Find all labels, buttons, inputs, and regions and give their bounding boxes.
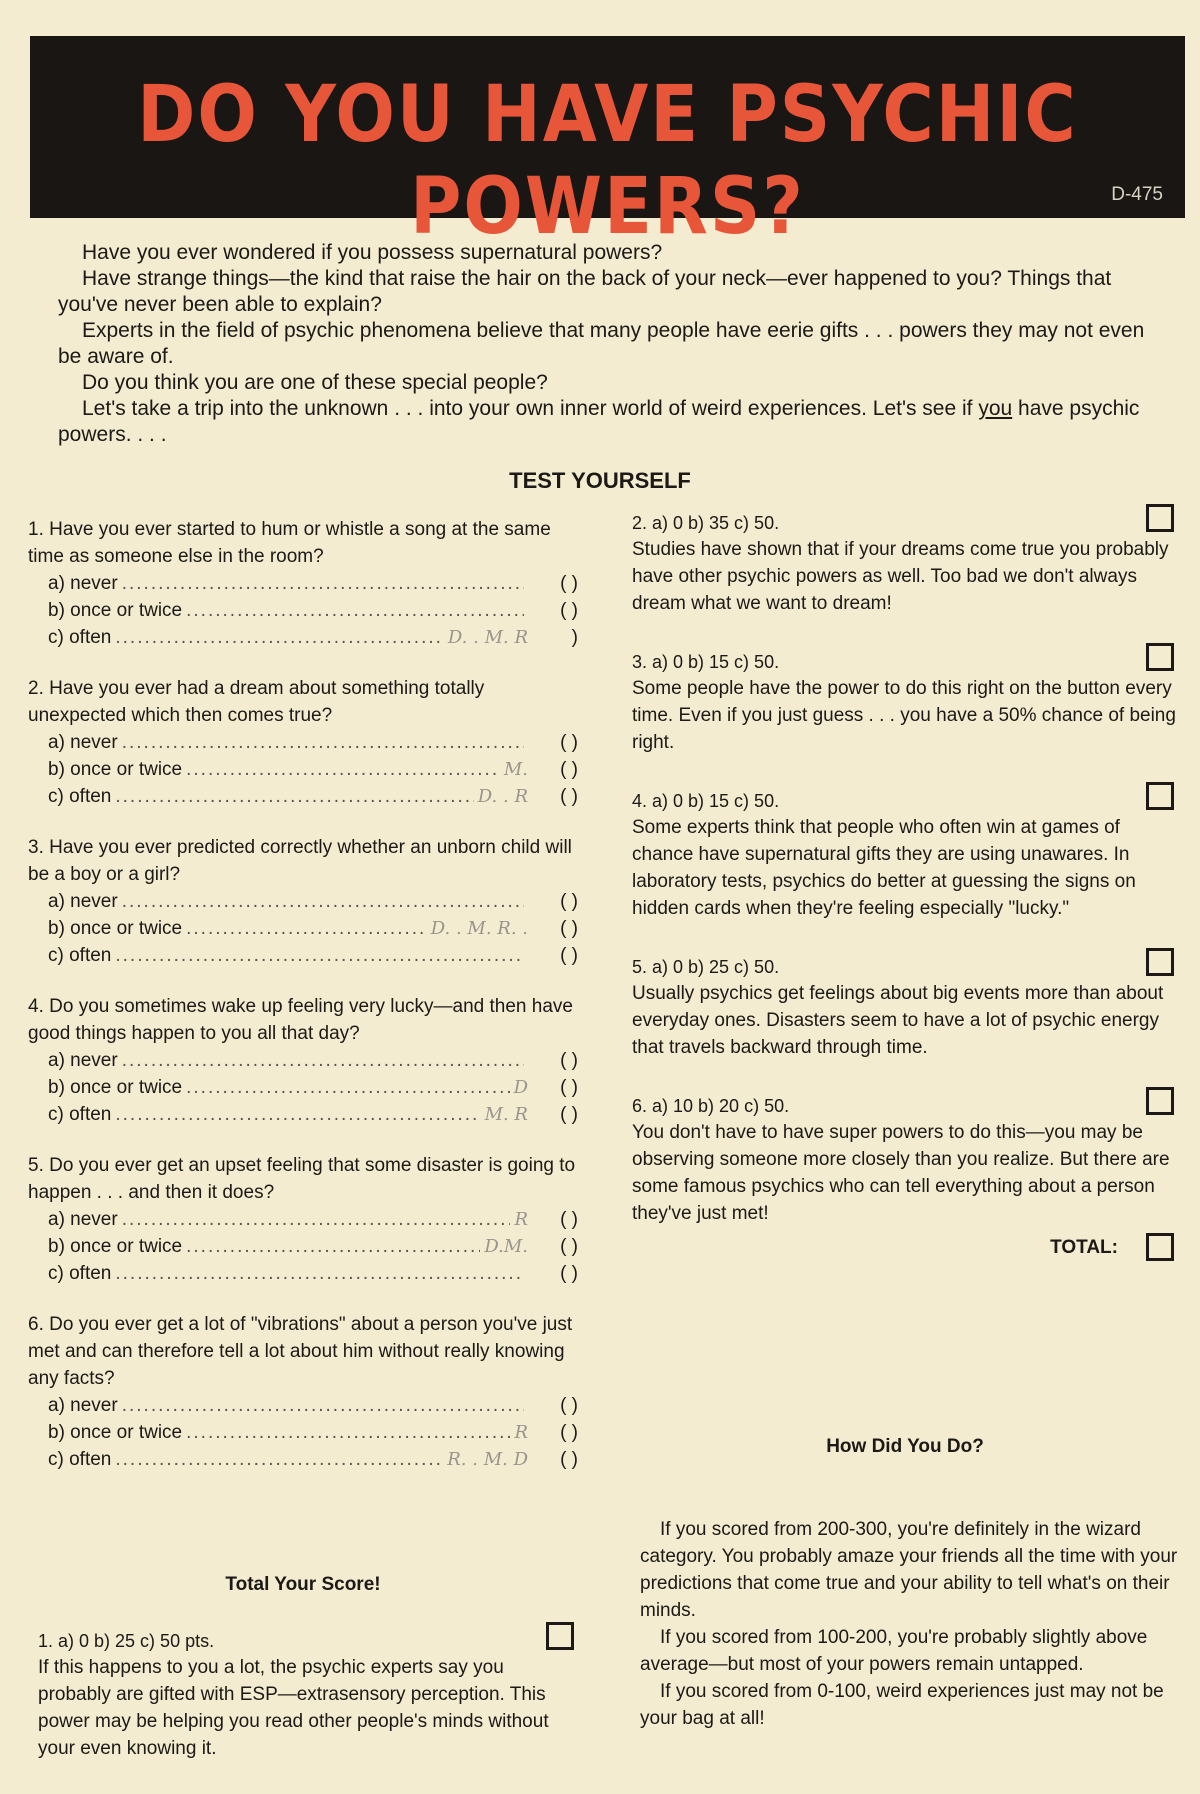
question — [28, 675, 578, 810]
score-checkbox[interactable] — [546, 1622, 574, 1650]
question-text: 5. Do you ever get an upset feeling that some disaster is going to happen . . . and then it does? — [28, 1155, 576, 1203]
answer-option[interactable] — [28, 597, 578, 624]
score-values: 6. a) 10 b) 20 c) 50. — [632, 1096, 790, 1116]
page-code: D-475 — [1111, 184, 1163, 205]
answer-option[interactable] — [28, 888, 578, 915]
leader-dots — [122, 729, 524, 756]
answer-paren[interactable]: ) — [571, 627, 578, 648]
option-label: c) often — [48, 1449, 112, 1470]
question-text: 1. Have you ever started to hum or whistle a song at the same time as someone else in the room? — [28, 519, 551, 567]
answer-option[interactable] — [28, 1446, 578, 1473]
answer-paren[interactable]: ( ) — [560, 1449, 578, 1470]
intro-paragraph: Have you ever wondered if you possess supernatural powers? — [82, 241, 663, 264]
leader-dots — [186, 1233, 480, 1260]
answer-option[interactable] — [28, 1047, 578, 1074]
score-item — [38, 1628, 578, 1794]
score-block — [632, 510, 1178, 617]
option-label: c) often — [48, 1104, 112, 1125]
answer-option[interactable] — [28, 1392, 578, 1419]
score-explanation: You don't have to have super powers to do this—you may be observing someone more closely than you realize. But there are some famous psychics who can tell everything about a person they've just met! — [632, 1122, 1170, 1224]
answer-option[interactable] — [28, 1419, 578, 1446]
score-explanation: Some experts think that people who often win at games of chance have supernatural gifts they are using unawares. In laboratory tests, psychics do better at guessing the signs on hidden cards when they're feeling especially "lucky." — [632, 817, 1136, 919]
answer-option[interactable] — [28, 783, 578, 810]
option-label: c) often — [48, 945, 112, 966]
score-values: 5. a) 0 b) 25 c) 50. — [632, 957, 780, 977]
answer-option[interactable] — [28, 624, 578, 651]
handwritten-mark: M. — [503, 759, 528, 780]
question-text: 6. Do you ever get a lot of "vibrations" about a person you've just met and can therefore tell a lot about him without really knowing any facts? — [28, 1314, 573, 1389]
option-label: b) once or twice — [48, 759, 183, 780]
leader-dots — [115, 1101, 480, 1128]
option-label: a) never — [48, 1395, 118, 1416]
total-checkbox[interactable] — [1146, 1233, 1174, 1261]
leader-dots — [122, 570, 524, 597]
leader-dots — [186, 1419, 510, 1446]
leader-dots — [122, 1392, 524, 1419]
handwritten-mark: R — [514, 1209, 528, 1230]
leader-dots — [115, 624, 444, 651]
handwritten-mark: M. R — [484, 1104, 528, 1125]
answer-paren[interactable]: ( ) — [560, 945, 578, 966]
option-label: b) once or twice — [48, 1077, 183, 1098]
question — [28, 1152, 578, 1287]
result-paragraph: If you scored from 0-100, weird experiences just may not be your bag at all! — [640, 1681, 1164, 1729]
score-block — [632, 954, 1178, 1061]
total-label: TOTAL: — [1050, 1237, 1118, 1258]
score-checkbox[interactable] — [1146, 643, 1174, 671]
answer-option[interactable] — [28, 942, 578, 969]
handwritten-mark: R — [514, 1422, 528, 1443]
page-title: DO YOU HAVE PSYCHIC POWERS? — [137, 68, 1078, 252]
question — [28, 993, 578, 1128]
score-explanation: Usually psychics get feelings about big events more than about everyday ones. Disasters seem to have a lot of psychic energy that travels backward through time. — [632, 983, 1164, 1058]
how-did-you-do-heading: How Did You Do? — [826, 1436, 984, 1457]
intro-paragraph: Do you think you are one of these special people? — [82, 371, 548, 394]
question — [28, 516, 578, 651]
leader-dots — [122, 1047, 524, 1074]
score-block — [632, 788, 1178, 922]
question — [28, 1311, 578, 1473]
answer-paren[interactable]: ( ) — [560, 600, 578, 621]
score-explanation: Some people have the power to do this right on the button every time. Even if you just guess . . . you have a 50% chance of being right. — [632, 678, 1176, 753]
leader-dots — [186, 915, 427, 942]
question-text: 4. Do you sometimes wake up feeling very lucky—and then have good things happen to you all that day? — [28, 996, 573, 1044]
answer-paren[interactable]: ( ) — [560, 1050, 578, 1071]
score-block — [632, 649, 1178, 756]
answer-paren[interactable]: ( ) — [560, 1263, 578, 1284]
question-text: 3. Have you ever predicted correctly whether an unborn child will be a boy or a girl? — [28, 837, 572, 885]
intro-paragraph: Have strange things—the kind that raise the hair on the back of your neck—ever happened to you? Things that you've never been able to explain? — [58, 267, 1112, 316]
answer-paren[interactable]: ( ) — [560, 918, 578, 939]
scores-column — [632, 510, 1178, 1273]
score-checkbox[interactable] — [1146, 782, 1174, 810]
option-label: c) often — [48, 1263, 112, 1284]
score-explanation: If this happens to you a lot, the psychic experts say you probably are gifted with ESP—extrasensory perception. This power may be helping you read other people's minds without your even knowing it. — [38, 1657, 549, 1759]
score-checkbox[interactable] — [1146, 504, 1174, 532]
test-yourself-heading: TEST YOURSELF — [509, 468, 691, 493]
leader-dots — [186, 756, 500, 783]
option-label: a) never — [48, 573, 118, 594]
header-banner — [30, 36, 1185, 252]
answer-paren[interactable]: ( ) — [560, 891, 578, 912]
option-label: a) never — [48, 1209, 118, 1230]
answer-paren[interactable]: ( ) — [560, 573, 578, 594]
leader-dots — [186, 1074, 509, 1101]
answer-paren[interactable]: ( ) — [560, 1104, 578, 1125]
answer-option[interactable] — [28, 1074, 578, 1101]
answer-paren[interactable]: ( ) — [560, 732, 578, 753]
handwritten-mark: D. . M. R. . — [430, 918, 528, 939]
leader-dots — [115, 942, 524, 969]
intro-paragraph: Experts in the field of psychic phenomena believe that many people have eerie gifts . . . powers they may not even be aware of. — [58, 319, 1145, 368]
answer-paren[interactable]: ( ) — [560, 1209, 578, 1230]
answer-paren[interactable]: ( ) — [560, 1236, 578, 1257]
handwritten-mark: D.M. — [484, 1236, 528, 1257]
answer-option[interactable] — [28, 1233, 578, 1260]
option-label: a) never — [48, 732, 118, 753]
result-paragraph: If you scored from 200-300, you're definitely in the wizard category. You probably amaze your friends all the time with your predictions that come true and your ability to tell what's on their minds. — [640, 1519, 1178, 1621]
option-label: a) never — [48, 1050, 118, 1071]
result-paragraph: If you scored from 100-200, you're probably slightly above average—but most of your powers remain untapped. — [640, 1627, 1148, 1675]
questions-column — [28, 516, 578, 1497]
intro-last-before: Let's take a trip into the unknown . . . into your own inner world of weird experiences. Let's see if — [82, 397, 979, 420]
handwritten-mark: R. . M. D — [447, 1449, 528, 1470]
question-text: 2. Have you ever had a dream about something totally unexpected which then comes true? — [28, 678, 485, 726]
option-label: b) once or twice — [48, 1422, 183, 1443]
handwritten-mark: D. . R — [477, 786, 528, 807]
answer-option[interactable] — [28, 1260, 578, 1287]
total-score-heading: Total Your Score! — [225, 1574, 381, 1595]
answer-option[interactable] — [28, 729, 578, 756]
score-explanation: Studies have shown that if your dreams come true you probably have other psychic powers as well. Too bad we don't always dream what we want to dream! — [632, 539, 1169, 614]
results-text — [640, 1516, 1186, 1732]
score-checkbox[interactable] — [1146, 948, 1174, 976]
leader-dots — [122, 888, 524, 915]
option-label: c) often — [48, 627, 112, 648]
score-values: 4. a) 0 b) 15 c) 50. — [632, 791, 780, 811]
answer-option[interactable] — [28, 756, 578, 783]
option-label: b) once or twice — [48, 1236, 183, 1257]
option-label: a) never — [48, 891, 118, 912]
leader-dots — [115, 1446, 443, 1473]
leader-dots — [115, 1260, 524, 1287]
handwritten-mark: D — [513, 1077, 528, 1098]
answer-paren[interactable]: ( ) — [560, 1395, 578, 1416]
answer-option[interactable] — [28, 915, 578, 942]
answer-paren[interactable]: ( ) — [560, 759, 578, 780]
leader-dots — [115, 783, 473, 810]
answer-option[interactable] — [28, 570, 578, 597]
score-checkbox[interactable] — [1146, 1087, 1174, 1115]
answer-paren[interactable]: ( ) — [560, 1422, 578, 1443]
answer-paren[interactable]: ( ) — [560, 786, 578, 807]
score-block — [632, 1093, 1178, 1227]
question — [28, 834, 578, 969]
option-label: b) once or twice — [48, 918, 183, 939]
intro-last-after: have psychic powers. . . . — [58, 397, 1140, 446]
handwritten-mark: D. . M. R — [447, 627, 528, 648]
score-values: 1. a) 0 b) 25 c) 50 pts. — [38, 1631, 215, 1651]
intro-text — [58, 240, 1158, 448]
answer-option[interactable] — [28, 1101, 578, 1128]
score-values: 2. a) 0 b) 35 c) 50. — [632, 513, 780, 533]
leader-dots — [186, 597, 524, 624]
answer-option[interactable] — [28, 1206, 578, 1233]
score-values: 3. a) 0 b) 15 c) 50. — [632, 652, 780, 672]
total-row — [632, 1233, 1178, 1273]
answer-paren[interactable]: ( ) — [560, 1077, 578, 1098]
option-label: c) often — [48, 786, 112, 807]
score-block — [38, 1628, 578, 1762]
option-label: b) once or twice — [48, 600, 183, 621]
intro-paragraph-last — [58, 396, 1158, 448]
intro-last-emphasis: you — [978, 397, 1013, 420]
leader-dots — [122, 1206, 511, 1233]
